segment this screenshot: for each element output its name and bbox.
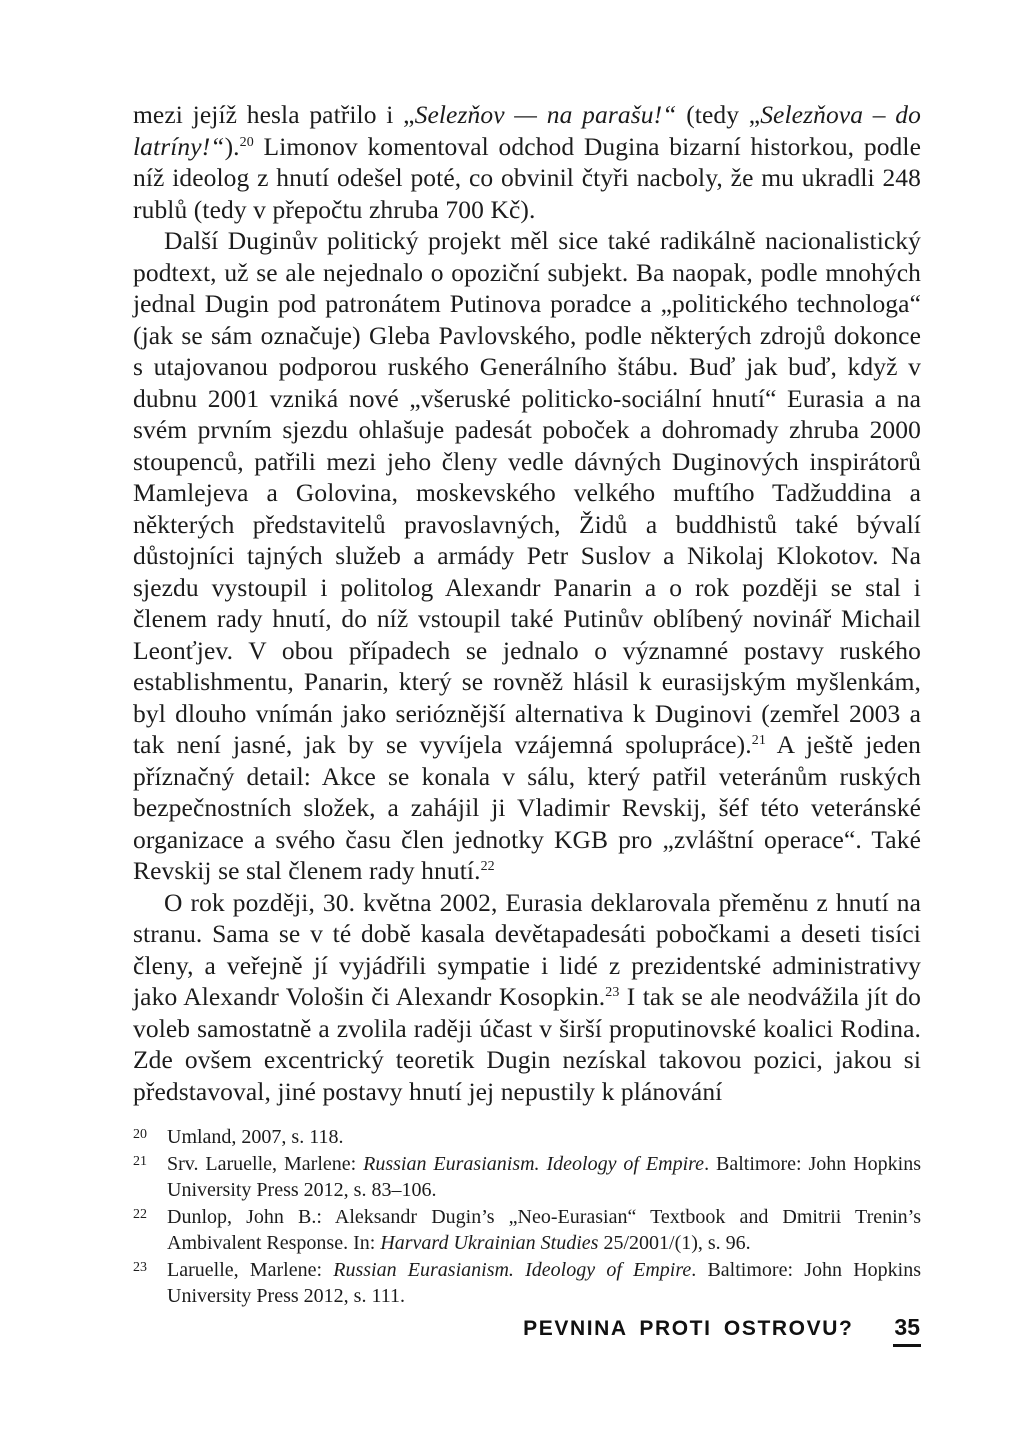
text-segment: Laruelle, Marlene: (167, 1258, 334, 1281)
footnote-item (133, 1124, 921, 1151)
footnote-text (167, 1151, 921, 1204)
body-paragraph (133, 99, 921, 225)
text-segment: ). (224, 131, 240, 161)
body-paragraph (133, 887, 921, 1108)
footnote-reference: 22 (480, 859, 495, 874)
page-number: 35 (893, 1314, 921, 1347)
footnote-reference: 23 (605, 985, 620, 1000)
text-segment: I tak se ale neodvážila jít do voleb samostatně a zvolila raději účast v širší proputinovské koalici Rodina. Zde ovšem excentrický teoretik Dugin nezískal takovou pozici, jakou si představoval, jiné postavy hnutí jej nepustily k plánování (133, 982, 921, 1106)
footnote-text (167, 1257, 921, 1310)
italic-text-segment: Russian Eurasianism. Ideology of Empire (363, 1152, 705, 1175)
page-footer (133, 1314, 921, 1347)
italic-text-segment: Selezňov — na parašu!“ (414, 100, 677, 129)
footnote-marker: 22 (133, 1206, 147, 1222)
text-segment: mezi jejíž hesla patřilo i „ (133, 100, 415, 129)
footnote-reference: 20 (239, 134, 254, 150)
text-segment: Dunlop, John B.: Aleksandr Dugin’s „Neo-Eurasian“ Textbook and Dmitrii Trenin’s Ambivalent Response. In: (167, 1205, 921, 1254)
text-segment: Srv. Laruelle, Marlene: (167, 1152, 364, 1175)
footnote-item (133, 1151, 921, 1204)
footnote-marker: 23 (133, 1259, 147, 1275)
text-segment: . Baltimore: John Hopkins University Press 2012, s. 111. (167, 1258, 922, 1307)
footnote-reference: 21 (751, 733, 766, 748)
italic-text-segment: Selezňova – do latríny!“ (133, 100, 922, 161)
footnote-marker: 20 (133, 1127, 147, 1142)
text-segment: A ještě jeden příznačný detail: Akce se konala v sálu, který patřil veteránům ruských bezpečnostních složek, a zahájil ji Vladimir Revskij, šéf této veteránské organizace a svého času člen jednotky KGB pro „zvláštní operace“. Také Revskij se stal členem rady hnutí. (133, 730, 921, 885)
italic-text-segment: Russian Eurasianism. Ideology of Empire (333, 1258, 692, 1281)
footnote-text (167, 1204, 921, 1257)
text-segment: . Baltimore: John Hopkins University Press 2012, s. 83–106. (167, 1152, 922, 1201)
footnote-text (167, 1124, 921, 1151)
footnote-item (133, 1204, 921, 1257)
body-paragraphs (133, 99, 921, 1107)
text-segment: 25/2001/(1), s. 96. (598, 1232, 751, 1254)
text-block (133, 99, 921, 1310)
italic-text-segment: Harvard Ukrainian Studies (380, 1232, 599, 1254)
text-segment: Limonov komentoval odchod Dugina bizarní historkou, podle níž ideolog z hnutí odešel poté, co obvinil čtyři nacboly, že mu ukradli 248 rublů (tedy v přepočtu zhruba 700 Kč). (133, 131, 921, 224)
body-paragraph (133, 225, 921, 887)
footnote-list (133, 1124, 921, 1310)
text-segment: O rok později, 30. května 2002, Eurasia deklarovala přeměnu z hnutí na stranu. Sama se v té době kasala devětapadesáti pobočkami a deseti tisíci členy, a veřejně jí vyjádřili sympatie i lidé z prezidentské administrativy jako Alexandr Vološin či Alexandr Kosopkin. (133, 887, 921, 1011)
footnote-item (133, 1257, 921, 1310)
text-segment: Umland, 2007, s. 118. (167, 1126, 344, 1148)
text-segment: (tedy „ (676, 100, 761, 129)
footnote-marker: 21 (133, 1153, 147, 1169)
text-segment: Další Duginův politický projekt měl sice také radikálně nacionalistický podtext, už se ale nejednalo o opoziční subjekt. Ba naopak, podle mnohých jednal Dugin pod patronátem Putinova poradce a „politického technologa“ (jak se sám označuje) Gleba Pavlovského, podle některých zdrojů dokonce s utajovanou podporou ruského Generálního štábu. Buď jak buď, když v dubnu 2001 vzniká nové „všeruské politicko-sociální hnutí“ Eurasia a na svém prvním sjezdu ohlašuje padesát poboček a dohromady zhruba 2000 stoupenců, patřili mezi jeho členy vedle dávných Duginových inspirátorů Mamlejeva a Golovina, moskevského velkého muftího Tadžuddina a některých představitelů pravoslavných, Židů a buddhistů také bývalí důstojníci tajných služeb a armády Petr Suslov a Nikolaj Klokotov. Na sjezdu vystoupil i politolog Alexandr Panarin a o rok později se stal i členem rady hnutí, do níž vstoupil také Putinův oblíbený novinář Michail Leonťjev. V obou případech se jednalo o významné postavy ruského establishmentu, Panarin, který se rovněž hlásil k eurasijským myšlenkám, byl dlouho vnímán jako serióznější alternativa k Duginovi (zemřel 2003 a tak není jasné, jak by se vyvíjela vzájemná spolupráce). (133, 226, 921, 759)
running-head: PEVNINA PROTI OSTROVU? (523, 1317, 854, 1340)
